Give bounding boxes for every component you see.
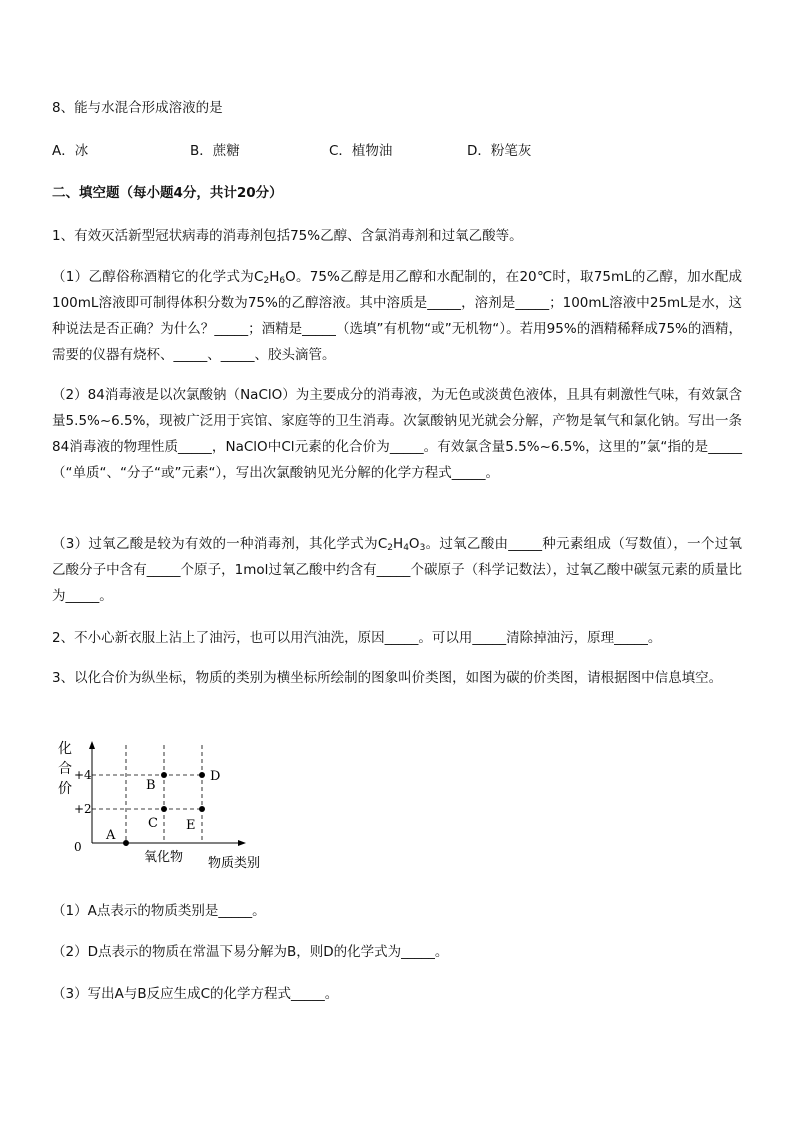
q8-options (52, 141, 742, 161)
chart-points (105, 769, 220, 846)
y-axis-arrow (89, 741, 95, 749)
q8-option-b: B．蔗糖 (190, 143, 240, 159)
q1-part1-b: H (269, 269, 280, 285)
point-c (161, 806, 167, 812)
y-tick-zero: 0 (74, 840, 82, 854)
point-label-c: C (148, 816, 158, 831)
point-label-d: D (210, 769, 221, 784)
q1-part3-sub2: 4 (403, 543, 409, 553)
q1-part3-c: O (408, 536, 420, 552)
q1-part3-d: 。过氧乙酸由_____种元素组成（写数值），一个过氧乙酸分子中含有_____个原子，1mol过氧乙酸中约含有_____个碳原子（科学记数法），过氧乙酸中碳氢元素的质量比为_____。 (52, 536, 743, 604)
y-axis-label-char-3: 价 (58, 781, 72, 797)
q1-part1 (52, 264, 742, 368)
q3-sub2: （2）D点表示的物质在常温下易分解为B，则D的化学式为_____。 (52, 944, 449, 960)
point-a (123, 840, 129, 846)
q1-part1-a: （1）乙醇俗称酒精它的化学式为C (52, 269, 264, 285)
point-d (199, 772, 205, 778)
q1-part3 (52, 531, 742, 609)
q1-part1-sub2: 6 (279, 276, 286, 286)
x-tick-oxide: 氧化物 (144, 850, 184, 865)
q3-sub1: （1）A点表示的物质类别是_____。 (52, 903, 266, 919)
valence-category-chart (52, 735, 292, 875)
q8-option-d: D．粉笔灰 (467, 143, 532, 159)
q8-stem: 8、能与水混合形成溶液的是 (52, 100, 223, 116)
y-tick-plus2: +2 (74, 802, 92, 816)
q1-part3-b: H (393, 536, 404, 552)
point-label-e: E (186, 818, 196, 833)
y-axis-label-char-2: 合 (58, 761, 72, 777)
section-heading: 二、填空题（每小题4分，共计20分） (52, 185, 283, 201)
q1-part3-sub3: 3 (419, 543, 426, 553)
q8-option-c: C．植物油 (329, 143, 393, 159)
q1-part1-sub1: 2 (263, 276, 270, 286)
q8-option-a: A．冰 (52, 143, 89, 159)
point-e (199, 806, 205, 812)
q1-part2: （2）84消毒液是以次氯酸钠（NaClO）为主要成分的消毒液，为无色或淡黄色液体，且具有刺激性气味，有效氯含量5.5%~6.5%，现被广泛用于宾馆、家庭等的卫生消毒。次氯酸钠见光就会分解，产物是氧气和氯化钠。写出一条84消毒液的物理性质_____，NaClO中Cl元素的化合价为_____。有效氯含量5.5%~6.5%，这里的”氯“指的是_____（“单质“、“分子“或”元素“），写出次氯酸钠见光分解的化学方程式_____。 (52, 387, 742, 481)
q1-part1-c: O。75%乙醇是用乙醇和水配制的，在20℃时，取75mL的乙醇，加水配成100mL溶液即可制得体积分数为75%的乙醇溶液。其中溶质是_____，溶剂是_____；100mL溶液中25mL是水，这种说法是否正确？为什么？_____；酒精是_____（选填”有机物“或”无机物“）。若用95%的酒精稀释成75%的酒精，需要的仪器有烧杯、_____、_____、胶头滴管。 (52, 269, 743, 363)
q1-part3-a: （3）过氧乙酸是较为有效的一种消毒剂，其化学式为C (52, 536, 388, 552)
y-axis-label-char-1: 化 (58, 741, 72, 757)
point-label-b: B (146, 778, 156, 793)
q1-stem: 1、有效灭活新型冠状病毒的消毒剂包括75%乙醇、含氯消毒剂和过氧乙酸等。 (52, 228, 523, 244)
point-b (161, 772, 167, 778)
point-label-a: A (106, 828, 116, 843)
y-tick-plus4: +4 (74, 768, 92, 782)
q1-part3-sub1: 2 (387, 543, 394, 553)
q3-stem: 3、以化合价为纵坐标，物质的类别为横坐标所绘制的图象叫价类图，如图为碳的价类图，请根据图中信息填空。 (52, 670, 723, 686)
x-axis-arrow (238, 840, 246, 846)
x-axis-label: 物质类别 (208, 856, 261, 871)
q2-text: 2、不小心新衣服上沾上了油污，也可以用汽油洗，原因_____。可以用_____清除掉油污，原理_____。 (52, 630, 662, 646)
q3-sub3: （3）写出A与B反应生成C的化学方程式_____。 (52, 986, 339, 1002)
